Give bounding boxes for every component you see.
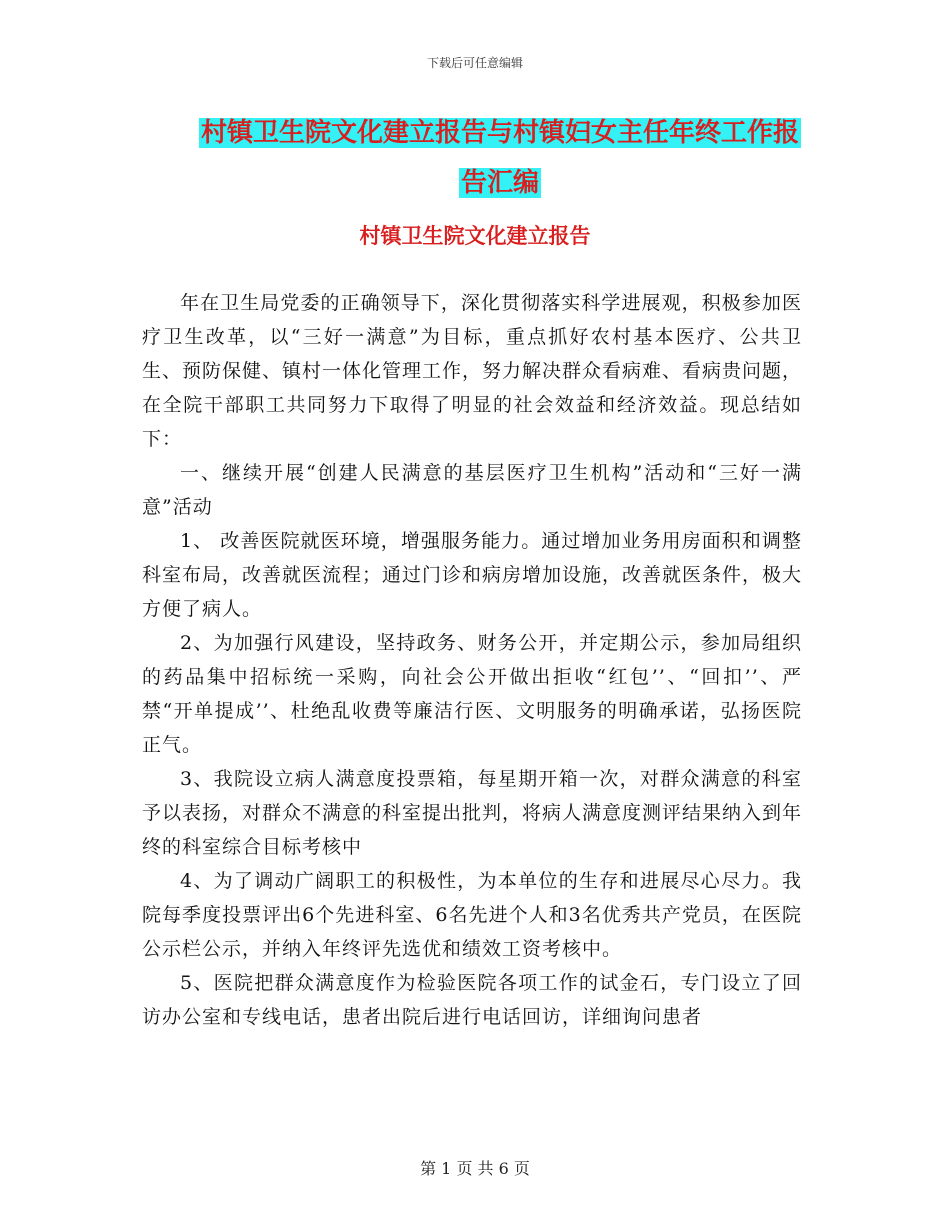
document-title-line-1: 村镇卫生院文化建立报告与村镇妇女主任年终工作报 bbox=[200, 118, 799, 148]
paragraph-item-3: 3、我院设立病人满意度投票箱，每星期开箱一次，对群众满意的科室予以表扬，对群众不满意的科室提出批判，将病人满意度测评结果纳入到年终的科室综合目标考核中 bbox=[142, 768, 803, 858]
document-title bbox=[100, 108, 900, 208]
paragraph-heading-1: 一、继续开展“创建人民满意的基层医疗卫生机构”活动和“三好一满意”活动 bbox=[142, 462, 802, 518]
paragraph-intro: 年在卫生局党委的正确领导下，深化贯彻落实科学进展观，积极参加医疗卫生改革，以“三好一满意”为目标，重点抓好农村基本医疗、公共卫生、预防保健、镇村一体化管理工作，努力解决群众看病难、看病贵问题，在全院干部职工共同努力下取得了明显的社会效益和经济效益。现总结如下： bbox=[142, 292, 803, 450]
page-number-footer: 第 1 页 共 6 页 bbox=[420, 1159, 530, 1178]
paragraph-item-1: 1、 改善医院就医环境，增强服务能力。通过增加业务用房面积和调整科室布局，改善就医流程；通过门诊和病房增加设施，改善就医条件，极大方便了病人。 bbox=[142, 530, 803, 620]
document-body bbox=[142, 286, 802, 1034]
paragraph-item-5: 5、医院把群众满意度作为检验医院各项工作的试金石，专门设立了回访办公室和专线电话，患者出院后进行电话回访，详细询问患者 bbox=[142, 972, 802, 1028]
paragraph-item-4: 4、为了调动广阔职工的积极性，为本单位的生存和进展尽心尽力。我院每季度投票评出6个先进科室、6名先进个人和3名优秀共产党员，在医院公示栏公示，并纳入年终评先选优和绩效工资考核中。 bbox=[142, 870, 802, 960]
document-title-line-2: 告汇编 bbox=[460, 168, 539, 198]
paragraph-item-2: 2、为加强行风建设，坚持政务、财务公开，并定期公示，参加局组织的药品集中招标统一采购，向社会公开做出拒收“红包’’、“回扣’’、严禁“开单提成’’、杜绝乱收费等廉洁行医、文明服务的明确承诺，弘扬医院正气。 bbox=[142, 632, 802, 756]
section-title: 村镇卫生院文化建立报告 bbox=[359, 223, 591, 248]
page-header-note: 下载后可任意编辑 bbox=[426, 56, 523, 70]
